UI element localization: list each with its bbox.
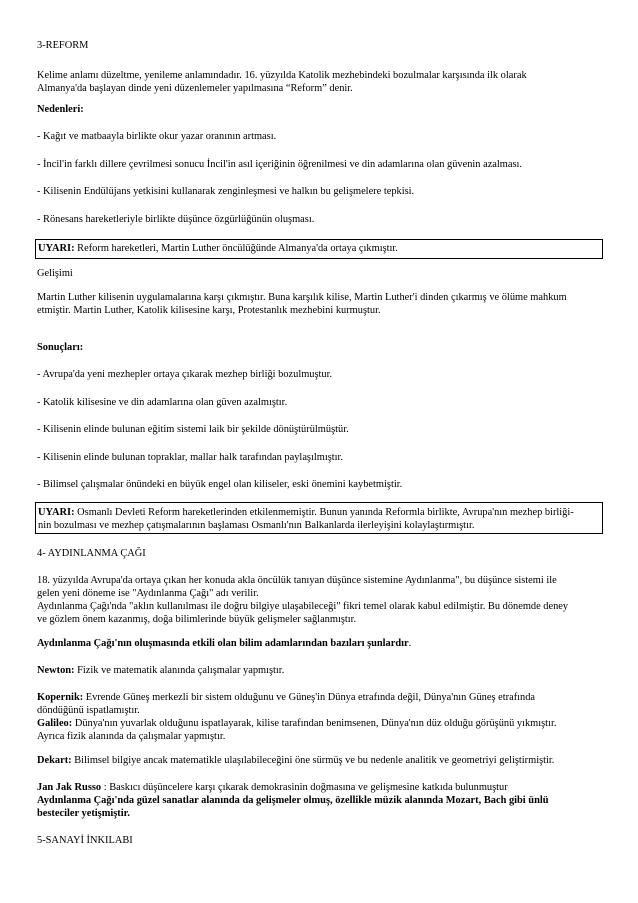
development-heading: Gelişimi: [37, 268, 73, 279]
warning-label: UYARI:: [38, 507, 75, 518]
warning-label: UYARI:: [38, 243, 75, 254]
cause-item: - Rönesans hareketleriyle birlikte düşünce özgürlüğünün oluşması.: [37, 214, 315, 225]
warning-text-line-2: nin bozulması ve mezhep çatışmalarının başlaması Osmanlı'nın Balkanlarda ilerleyişini kolaylaştırmıştır.: [38, 520, 475, 531]
result-item: - Kilisenin elinde bulunan topraklar, mallar halk tarafından paylaşılmıştır.: [37, 452, 344, 463]
section-heading-industrial: 5-SANAYİ İNKILABI: [37, 835, 133, 846]
enlightenment-intro-line: gelen yeni döneme ise "Aydınlanma Çağı" adı verilir.: [37, 588, 259, 599]
development-line-1: Martin Luther kilisenin uygulamalarına karşı çıkmıştır. Buna karşılık kilise, Martin Luther'i dinden çıkarmış ve ölüme mahkum: [37, 292, 567, 303]
warning-text-line-1: UYARI: Osmanlı Devleti Reform hareketlerinden etkilenmemiştir. Bunun yanında Reformla birlikte, Avrupa'nın mezhep birliği-: [38, 507, 574, 518]
development-line-2: etmiştir. Martin Luther, Katolik kilisesine karşı, Protestanlık mezhebini kurmuştur.: [37, 305, 381, 316]
result-item: - Katolik kilisesine ve din adamlarına olan güven azalmıştır.: [37, 397, 288, 408]
warning-box-ottoman: [35, 502, 603, 534]
scientist-galileo: Galileo: Dünya'nın yuvarlak olduğunu ispatlayarak, kilise tarafından benimsenen, Dünya'nın düz olduğu görüşünü yıkmıştır.: [37, 718, 557, 729]
enlightenment-intro-line: ve gözlem önem kazanmış, doğa bilimlerinde büyük gelişmeler sağlanmıştır.: [37, 614, 357, 625]
results-heading: Sonuçları:: [37, 342, 84, 353]
scientists-heading: Aydınlanma Çağı'nın oluşmasında etkili olan bilim adamlarından bazıları şunlardır.: [37, 638, 412, 649]
causes-heading: Nedenleri:: [37, 104, 84, 115]
result-item: - Kilisenin elinde bulunan eğitim sistemi laik bir şekilde dönüştürülmüştür.: [37, 424, 349, 435]
reform-intro-line-1: Kelime anlamı düzeltme, yenileme anlamındadır. 16. yüzyılda Katolik mezhebindeki bozulmalar karşısında ilk olarak: [37, 70, 527, 81]
reform-intro-line-2: Almanya'da başlayan dinde yeni düzenlemeler yapılmasına “Reform” denir.: [37, 83, 353, 94]
enlightenment-intro-line: Aydınlanma Çağı'nda "aklın kullanılması ile doğru bilgiye ulaşabileceği" fikri temel olarak kabul edilmiştir. Bu dönemde deney: [37, 601, 569, 612]
cause-item: - İncil'in farklı dillere çevrilmesi sonucu İncil'in asıl içeriğinin öğrenilmesi ve din adamlarına olan güvenin azalması.: [37, 159, 523, 170]
scientist-kopernik-line-2: döndüğünü ispatlamıştır.: [37, 705, 140, 716]
warning-box-luther: [35, 239, 603, 259]
art-line-1: Aydınlanma Çağı'nda güzel sanatlar alanında da gelişmeler olmuş, özellikle müzik alanında Mozart, Bach gibi ünlü: [37, 795, 549, 806]
enlightenment-intro-line: 18. yüzyılda Avrupa'da ortaya çıkan her konuda akla öncülük tanıyan düşünce sistemine Aydınlanma", bu düşünce sistemi ile: [37, 575, 557, 586]
section-heading-reform: 3-REFORM: [37, 40, 89, 51]
scientist-kopernik: Kopernik: Evrende Güneş merkezli bir sistem olduğunu ve Güneş'in Dünya etrafında değil, Dünya'nın Güneş etrafında: [37, 692, 536, 703]
warning-text: UYARI: Reform hareketleri, Martin Luther öncülüğünde Almanya'da ortaya çıkmıştır.: [38, 243, 398, 254]
cause-item: - Kilisenin Endülüjans yetkisini kullanarak zenginleşmesi ve halkın bu gelişmelere tepkisi.: [37, 186, 415, 197]
section-heading-enlightenment: 4- AYDINLANMA ÇAĞI: [37, 548, 146, 559]
scientist-galileo-line-2: Ayrıca fizik alanında da çalışmalar yapmıştır.: [37, 731, 226, 742]
scientist-dekart: Dekart: Bilimsel bilgiye ancak matematikle ulaşılabileceğini öne sürmüş ve bu nedenle analitik ve geometriyi geliştirmiştir.: [37, 755, 555, 766]
scientist-newton: Newton: Fizik ve matematik alanında çalışmalar yapmıştır.: [37, 665, 285, 676]
art-line-2: besteciler yetişmiştir.: [37, 808, 130, 819]
cause-item: - Kağıt ve matbaayla birlikte okur yazar oranının artması.: [37, 131, 277, 142]
result-item: - Bilimsel çalışmalar önündeki en büyük engel olan kiliseler, eski önemini kaybetmiştir.: [37, 479, 403, 490]
scientist-rousseau: Jan Jak Russo : Baskıcı düşüncelere karşı çıkarak demokrasinin doğmasına ve gelişmesine katkıda bulunmuştur: [37, 782, 508, 793]
result-item: - Avrupa'da yeni mezhepler ortaya çıkarak mezhep birliği bozulmuştur.: [37, 369, 333, 380]
